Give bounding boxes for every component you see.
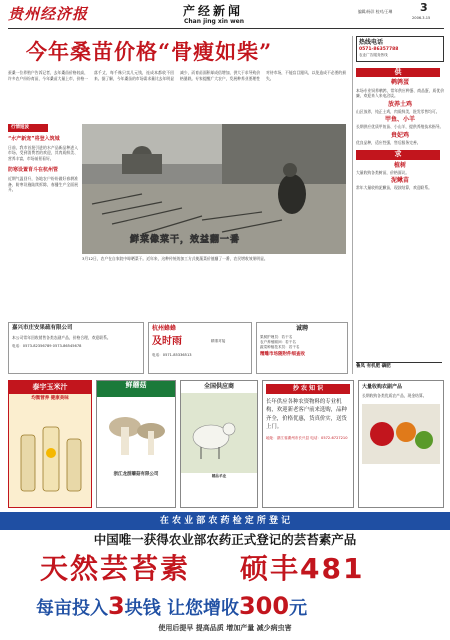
ad-purchase-body: 长期收购各类优质农产品，现金结算。 — [362, 392, 427, 398]
quick-news-body: 近期气温回升，各地农户纷纷做好春耕准备，防寒设施陆续拆除，春播生产全面展开。 — [8, 176, 78, 193]
demand-section — [356, 150, 444, 191]
lead-article — [8, 70, 346, 118]
hotline-label: 热线电话 — [359, 39, 384, 46]
banner-headline: 中国唯一获得农业部农药正式登记的芸苔素产品 — [93, 532, 357, 547]
ad-purchase-title: 大量收购农副产品 — [362, 384, 403, 390]
quick-news-item — [8, 167, 78, 192]
slogan-number-2: 300 — [238, 592, 290, 620]
classified-item — [356, 116, 444, 130]
ad-drink-title: 泰宇玉米汁 — [9, 381, 91, 394]
ad-fruit-title: 嘉兴市庄安果疏有限公司 — [12, 325, 73, 331]
ad-wanted-footer: 精雕市场随附件细查收 — [260, 352, 305, 358]
classified-title: 鹌鹑蛋 — [390, 79, 409, 87]
knowledge-contact: 地址：浙江省湖州市长兴县 电话：0572-6727210 — [266, 435, 348, 440]
quick-news-title: “水产新宠”将登入筑城 — [8, 136, 60, 143]
classified-body: 山区放养，纯正土鸡，肉质鲜美，批发零售均可。 — [356, 108, 440, 114]
classified-title: 甲鱼、小羊 — [384, 116, 415, 124]
page-number: 3 — [420, 1, 428, 14]
knowledge-column — [262, 380, 354, 508]
ad-market — [148, 322, 252, 374]
page-headline: 今年桑苗价格“骨瘦如柴” — [26, 39, 273, 64]
news-photo — [82, 124, 346, 254]
classified-item — [356, 132, 444, 146]
hotline-number: 0571-86357788 — [359, 47, 399, 53]
issue-date: 2006.3.15 — [412, 16, 431, 20]
banner-slogan — [36, 590, 436, 622]
quick-news — [8, 124, 78, 320]
mushroom-image — [97, 401, 175, 471]
ad-sheep-brand: 精品羊业 — [211, 474, 227, 479]
knowledge-body: 长年供应各种农资物料的专业机构，欢迎新老客户前来选购，品种齐全，价格优惠，货真价实，送货上门。 — [266, 399, 347, 431]
lead-text: 蚕桑一位养殖户告诉记者，去年桑苗价格较高，许多农户纷纷育苗，今年桑苗大量上市，价格一落千丈，每千株只卖几元钱，连成本都收不回来。据了解，今年桑苗的市场需求量比去年明显减少，而育苗面积却成倍增加，供大于求导致价格暴跌。专家提醒广大农户，发展种养业要理性对待市场，不能盲目跟风，以免造成不必要的损失。 — [8, 70, 346, 81]
ad-wanted-line: 果树护理员：若干名 — [260, 335, 293, 340]
classified-title: 植树 — [393, 161, 406, 169]
quick-news-body: 日前，我市首批引进的水产品新品种进入市场，受到消费者的欢迎，其肉质鲜美、营养丰富，市场前景看好。 — [8, 144, 78, 161]
quick-news-tag: 行情短波 — [8, 124, 48, 132]
classified-body: 大量收购各类树苗，价格面议。 — [356, 169, 410, 175]
ad-mushroom — [96, 380, 176, 508]
classified-body: 长期供应优质甲鱼苗、小山羊，提供养殖技术指导。 — [356, 124, 444, 130]
classified-item — [356, 101, 444, 115]
ad-mushroom-title: 鲜蘑菇 — [125, 381, 147, 389]
ad-purchase — [358, 380, 444, 508]
classified-item — [356, 177, 444, 191]
classified-title: 贵妃鸡 — [390, 131, 409, 139]
ad-mushroom-header — [97, 381, 175, 397]
supply-section — [356, 68, 444, 145]
masthead — [0, 0, 450, 30]
ad-mushroom-brand: 浙江龙游蘑菇有限公司 — [113, 472, 159, 478]
sidebar-notice: 鲁凤 有机肥 磷肥 — [356, 362, 442, 370]
ad-drink-tag: 均衡营养 健康美味 — [31, 396, 69, 402]
photo-caption: 鲜菜像菜干，效益翻一番 — [130, 235, 241, 245]
hotline-box — [356, 36, 444, 62]
drink-bottles-image — [13, 417, 89, 497]
ad-fruit-contact: 电话：0573-82356789 0573-86545678 — [12, 343, 82, 348]
supply-tag: 供 — [356, 68, 440, 77]
ad-fruit-company — [8, 322, 144, 374]
classified-body: 本场专业饲养鹌鹑，常年供应种蛋、商品蛋，质优价廉，欢迎来人来电洽谈。 — [356, 87, 444, 99]
classified-title: 泥鳅苗 — [390, 177, 409, 185]
quick-news-item — [8, 136, 78, 161]
classified-item — [356, 79, 444, 98]
slogan-part-c: 元 — [289, 598, 308, 619]
ad-market-contact: 电话：0571-85336513 — [152, 352, 192, 357]
photo-subcaption: 3月12日，农户在自家院中晾晒菜干。近年来，这种传统的加工方式使蔬菜价值翻了一番，农民增收效果明显。 — [82, 256, 268, 261]
slogan-part-b: 块钱 让您增收 — [124, 598, 239, 619]
ad-market-label: 精准对接 — [211, 339, 226, 343]
classified-body: 优良品种，适应性强，售后服务完善。 — [356, 139, 421, 145]
ad-wanted — [256, 322, 348, 374]
classifieds-sidebar — [352, 36, 444, 374]
classified-title: 放养土鸡 — [387, 100, 412, 108]
ad-sheep — [180, 380, 258, 508]
classified-body: 常年大量收购泥鳅苗，现款结算，欢迎联系。 — [356, 185, 432, 191]
ad-wanted-title: 诚聘 — [295, 325, 308, 332]
knowledge-title: 抄 农 知 识 — [266, 384, 350, 394]
ad-fruit-body: 本公司常年回收销售各类农副产品，价格合理，欢迎联系。 — [12, 335, 111, 341]
quick-news-title: 防寒设置育斗在杭州管 — [8, 167, 59, 174]
ad-market-title: 杭州蜂蜂 — [152, 325, 177, 332]
banner-ad — [0, 512, 450, 640]
ad-drink — [8, 380, 92, 508]
ads-row — [8, 380, 444, 508]
editor-line: 编辑/杨洋 校对/王琳 — [358, 9, 393, 14]
masthead-divider — [8, 28, 444, 29]
banner-product-b: 硕丰481 — [240, 552, 365, 585]
masthead-logo: 贵州经济报 — [8, 5, 89, 23]
slogan-number: 3 — [108, 592, 125, 620]
ad-wanted-line: 蔬菜种植技术员：若干名 — [260, 345, 300, 350]
banner-footer: 使用后提早 提高品质 增加产量 减少病虫害 — [158, 624, 292, 632]
slogan-part-a: 每亩投入 — [36, 598, 108, 619]
sheep-image — [181, 393, 257, 473]
classified-item — [356, 162, 444, 176]
ad-sheep-title: 全国供应商 — [203, 383, 234, 390]
ad-market-subtitle: 及时雨 — [152, 336, 182, 348]
ad-purchase-image — [362, 404, 440, 464]
banner-top-text: 在 农 业 部 农 药 检 定 所 登 记 — [159, 516, 291, 526]
demand-tag: 求 — [356, 150, 440, 159]
section-pinyin: Chan jing xin wen — [184, 18, 245, 25]
section-title: 产经新闻 — [183, 4, 244, 18]
hotline-ad-title: 农业广告服务热线 — [359, 53, 388, 58]
banner-product-a: 天然芸苔素 — [40, 552, 191, 585]
ad-wanted-line: 农户养殖顾问：若干名 — [260, 340, 296, 345]
